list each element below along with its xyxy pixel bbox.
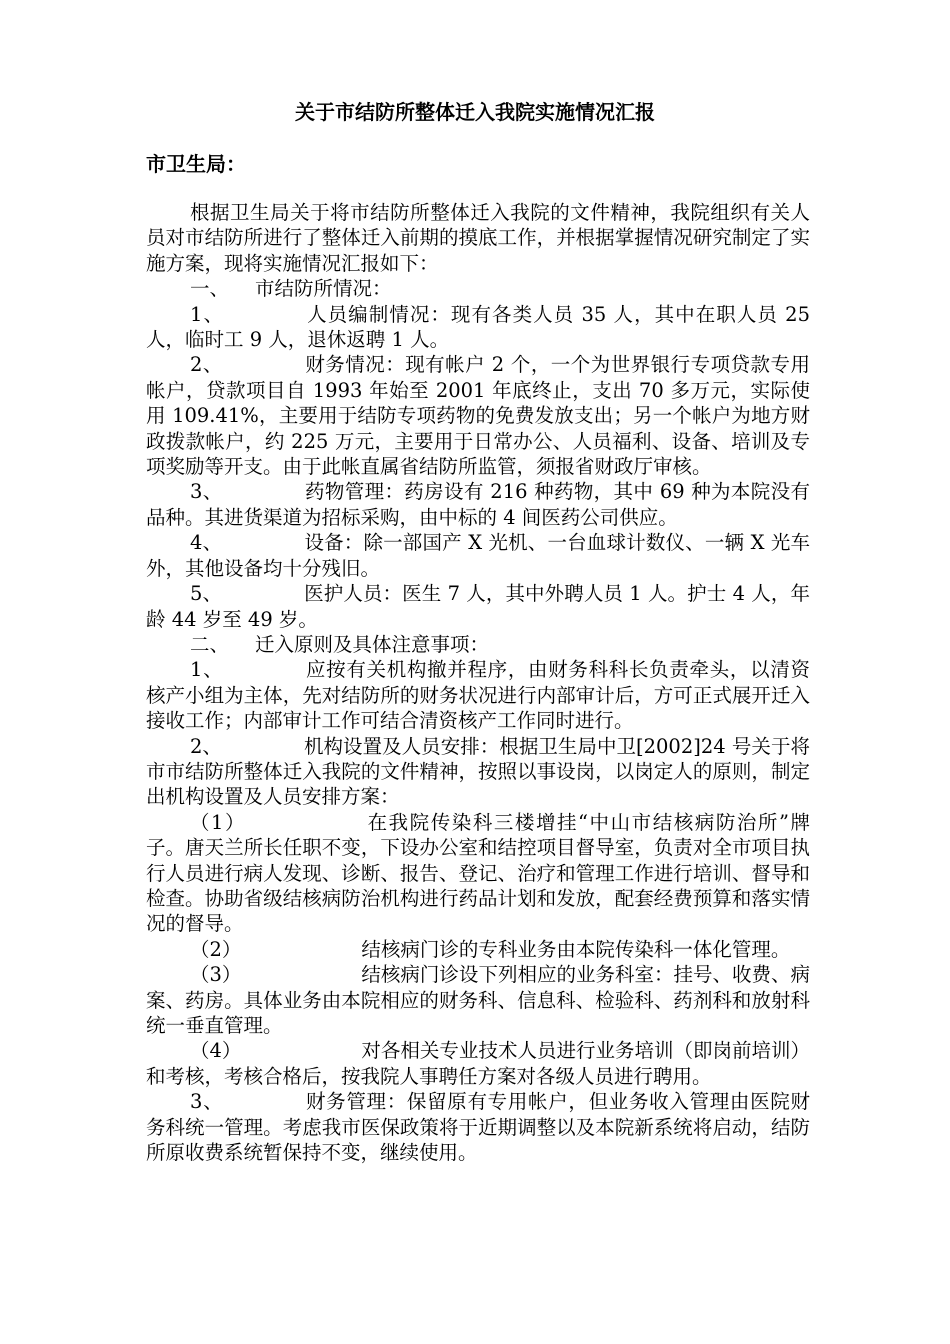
item-number: 3、 <box>190 1090 224 1114</box>
subitem-text: 在我院传染科三楼增挂“中山市结核病防治所”牌子。唐天兰所长任职不变，下设办公室和结控项目督导室，负责对全市项目执行人员进行病人发现、诊断、报告、登记、治疗和管理工作进行培训、督导和检查。协助省级结核病防治机构进行药品计划和发放，配套经费预算和落实情况的督导。 <box>146 810 810 936</box>
document-body <box>146 200 810 1165</box>
document-title: 关于市结防所整体迁入我院实施情况汇报 <box>295 100 655 124</box>
item-number: 1、 <box>190 302 225 326</box>
sub-paragraph <box>146 962 810 1038</box>
numbered-paragraph <box>146 352 810 479</box>
numbered-paragraph <box>146 734 810 810</box>
sub-paragraph <box>146 810 810 937</box>
sub-paragraph <box>146 937 810 962</box>
subitem-number: （4） <box>190 1039 242 1063</box>
item-number: 5、 <box>190 582 223 606</box>
section-heading <box>146 632 810 657</box>
item-number: 1、 <box>190 658 224 682</box>
subitem-number: （3） <box>190 963 242 987</box>
item-text: 药物管理：药房设有 216 种药物，其中 69 种为本院没有品种。其进货渠道为招标采购，由中标的 4 间医药公司供应。 <box>146 480 810 529</box>
intro-paragraph: 根据卫生局关于将市结防所整体迁入我院的文件精神，我院组织有关人员对市结防所进行了整体迁入前期的摸底工作，并根据掌握情况研究制定了实施方案，现将实施情况汇报如下： <box>146 201 810 275</box>
item-number: 2、 <box>190 734 222 758</box>
item-text: 财务管理：保留原有专用帐户，但业务收入管理由医院财务科统一管理。考虑我市医保政策将于近期调整以及本院新系统将启动，结防所原收费系统暂保持不变，继续使用。 <box>146 1090 810 1165</box>
numbered-paragraph <box>146 479 810 530</box>
subitem-number: （2） <box>190 937 242 961</box>
section-heading-text: 市结防所情况： <box>255 277 392 301</box>
section-heading <box>146 276 810 301</box>
item-text: 设备：除一部国产 X 光机、一台血球计数仪、一辆 X 光车外，其他设备均十分残旧。 <box>146 531 810 580</box>
sub-paragraph <box>146 1038 810 1089</box>
item-number: 2、 <box>190 353 223 377</box>
salutation: 市卫生局： <box>146 152 246 176</box>
section-heading-text: 迁入原则及具体注意事项： <box>255 632 490 656</box>
subitem-text: 结核病门诊设下列相应的业务科室：挂号、收费、病案、药房。具体业务由本院相应的财务科、信息科、检验科、药剂科和放射科统一垂直管理。 <box>146 963 810 1037</box>
item-text: 财务情况：现有帐户 2 个，一个为世界银行专项贷款专用帐户，贷款项目自 1993 年始至 2001 年底终止，支出 70 多万元，实际使用 109.41%，主要用于结防专项药物的免费发放支出；另一个帐户为地方财政拨款帐户，约 225 万元，主要用于日常办公、人员福利、设备、培训及专项奖励等开支。由于此帐直属省结防所监管，须报省财政厅审核。 <box>146 353 810 479</box>
numbered-paragraph <box>146 581 810 632</box>
subitem-number: （1） <box>190 810 247 834</box>
item-number: 3、 <box>190 480 223 504</box>
numbered-paragraph <box>146 657 810 733</box>
item-text: 人员编制情况：现有各类人员 35 人，其中在职人员 25 人，临时工 9 人，退休返聘 1 人。 <box>146 302 810 352</box>
section-number: 二、 <box>190 632 230 656</box>
numbered-paragraph <box>146 1089 810 1165</box>
section-number: 一、 <box>190 277 230 301</box>
numbered-paragraph <box>146 302 810 353</box>
item-text: 机构设置及人员安排：根据卫生局中卫[2002]24 号关于将市市结防所整体迁入我院的文件精神，按照以事设岗，以岗定人的原则，制定出机构设置及人员安排方案： <box>146 734 810 809</box>
item-text: 应按有关机构撤并程序，由财务科科长负责牵头，以清资核产小组为主体，先对结防所的财务状况进行内部审计后，方可正式展开迁入接收工作；内部审计工作可结合清资核产工作同时进行。 <box>146 658 810 733</box>
item-text: 医护人员：医生 7 人，其中外聘人员 1 人。护士 4 人，年龄 44 岁至 49 岁。 <box>146 582 810 631</box>
item-number: 4、 <box>190 531 223 555</box>
subitem-text: 结核病门诊的专科业务由本院传染科一体化管理。 <box>361 937 791 961</box>
numbered-paragraph <box>146 530 810 581</box>
subitem-text: 对各相关专业技术人员进行业务培训（即岗前培训）和考核，考核合格后，按我院人事聘任方案对各级人员进行聘用。 <box>146 1039 810 1088</box>
